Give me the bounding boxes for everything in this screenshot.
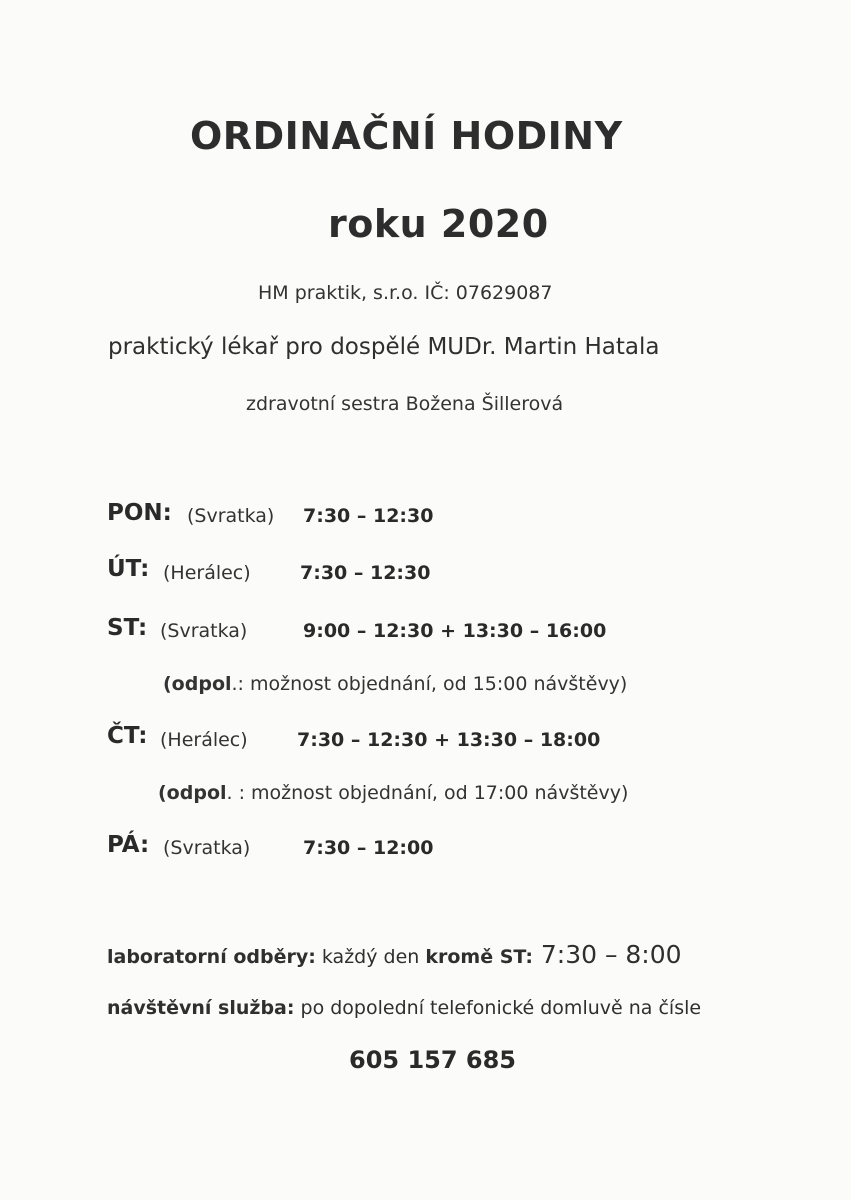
hours-value: 7:30 – 12:30 <box>300 562 431 584</box>
hours-value: 7:30 – 12:00 <box>303 837 434 859</box>
visit-info <box>107 997 701 1019</box>
day-label: ÚT: <box>107 556 150 582</box>
place-label: (Herálec) <box>163 562 251 584</box>
nurse-info: zdravotní sestra Božena Šillerová <box>246 393 564 415</box>
day-label: PÁ: <box>107 832 150 858</box>
note-text: .: možnost objednání, od 15:00 návštěvy) <box>231 673 628 695</box>
page-subtitle-year: roku 2020 <box>328 202 549 246</box>
lab-info <box>107 940 682 969</box>
company-info: HM praktik, s.r.o. IČ: 07629087 <box>258 282 553 304</box>
visit-label: návštěvní služba: <box>107 997 295 1019</box>
hours-value: 7:30 – 12:30 <box>303 505 434 527</box>
note-wed <box>163 673 627 695</box>
hours-value: 7:30 – 12:30 + 13:30 – 18:00 <box>297 729 601 751</box>
day-label: ČT: <box>107 723 148 749</box>
lab-label: laboratorní odběry: <box>107 946 316 968</box>
note-thu <box>158 782 628 804</box>
lab-text: každý den <box>315 946 426 968</box>
doctor-info: praktický lékař pro dospělé MUDr. Martin Hatala <box>108 334 660 360</box>
phone-number: 605 157 685 <box>349 1046 517 1074</box>
lab-except: kromě ST: <box>425 946 533 968</box>
note-text: . : možnost objednání, od 17:00 návštěvy) <box>226 782 629 804</box>
place-label: (Svratka) <box>187 505 275 527</box>
day-label: PON: <box>107 500 172 526</box>
lab-time: 7:30 – 8:00 <box>532 940 682 969</box>
day-label: ST: <box>107 615 148 641</box>
place-label: (Herálec) <box>160 729 248 751</box>
place-label: (Svratka) <box>163 837 251 859</box>
note-label: (odpol <box>163 673 232 695</box>
note-label: (odpol <box>158 782 227 804</box>
hours-value: 9:00 – 12:30 + 13:30 – 16:00 <box>303 620 607 642</box>
place-label: (Svratka) <box>160 620 248 642</box>
page-title: ORDINAČNÍ HODINY <box>190 114 623 158</box>
visit-text: po dopolední telefonické domluvě na čísle <box>294 997 702 1019</box>
